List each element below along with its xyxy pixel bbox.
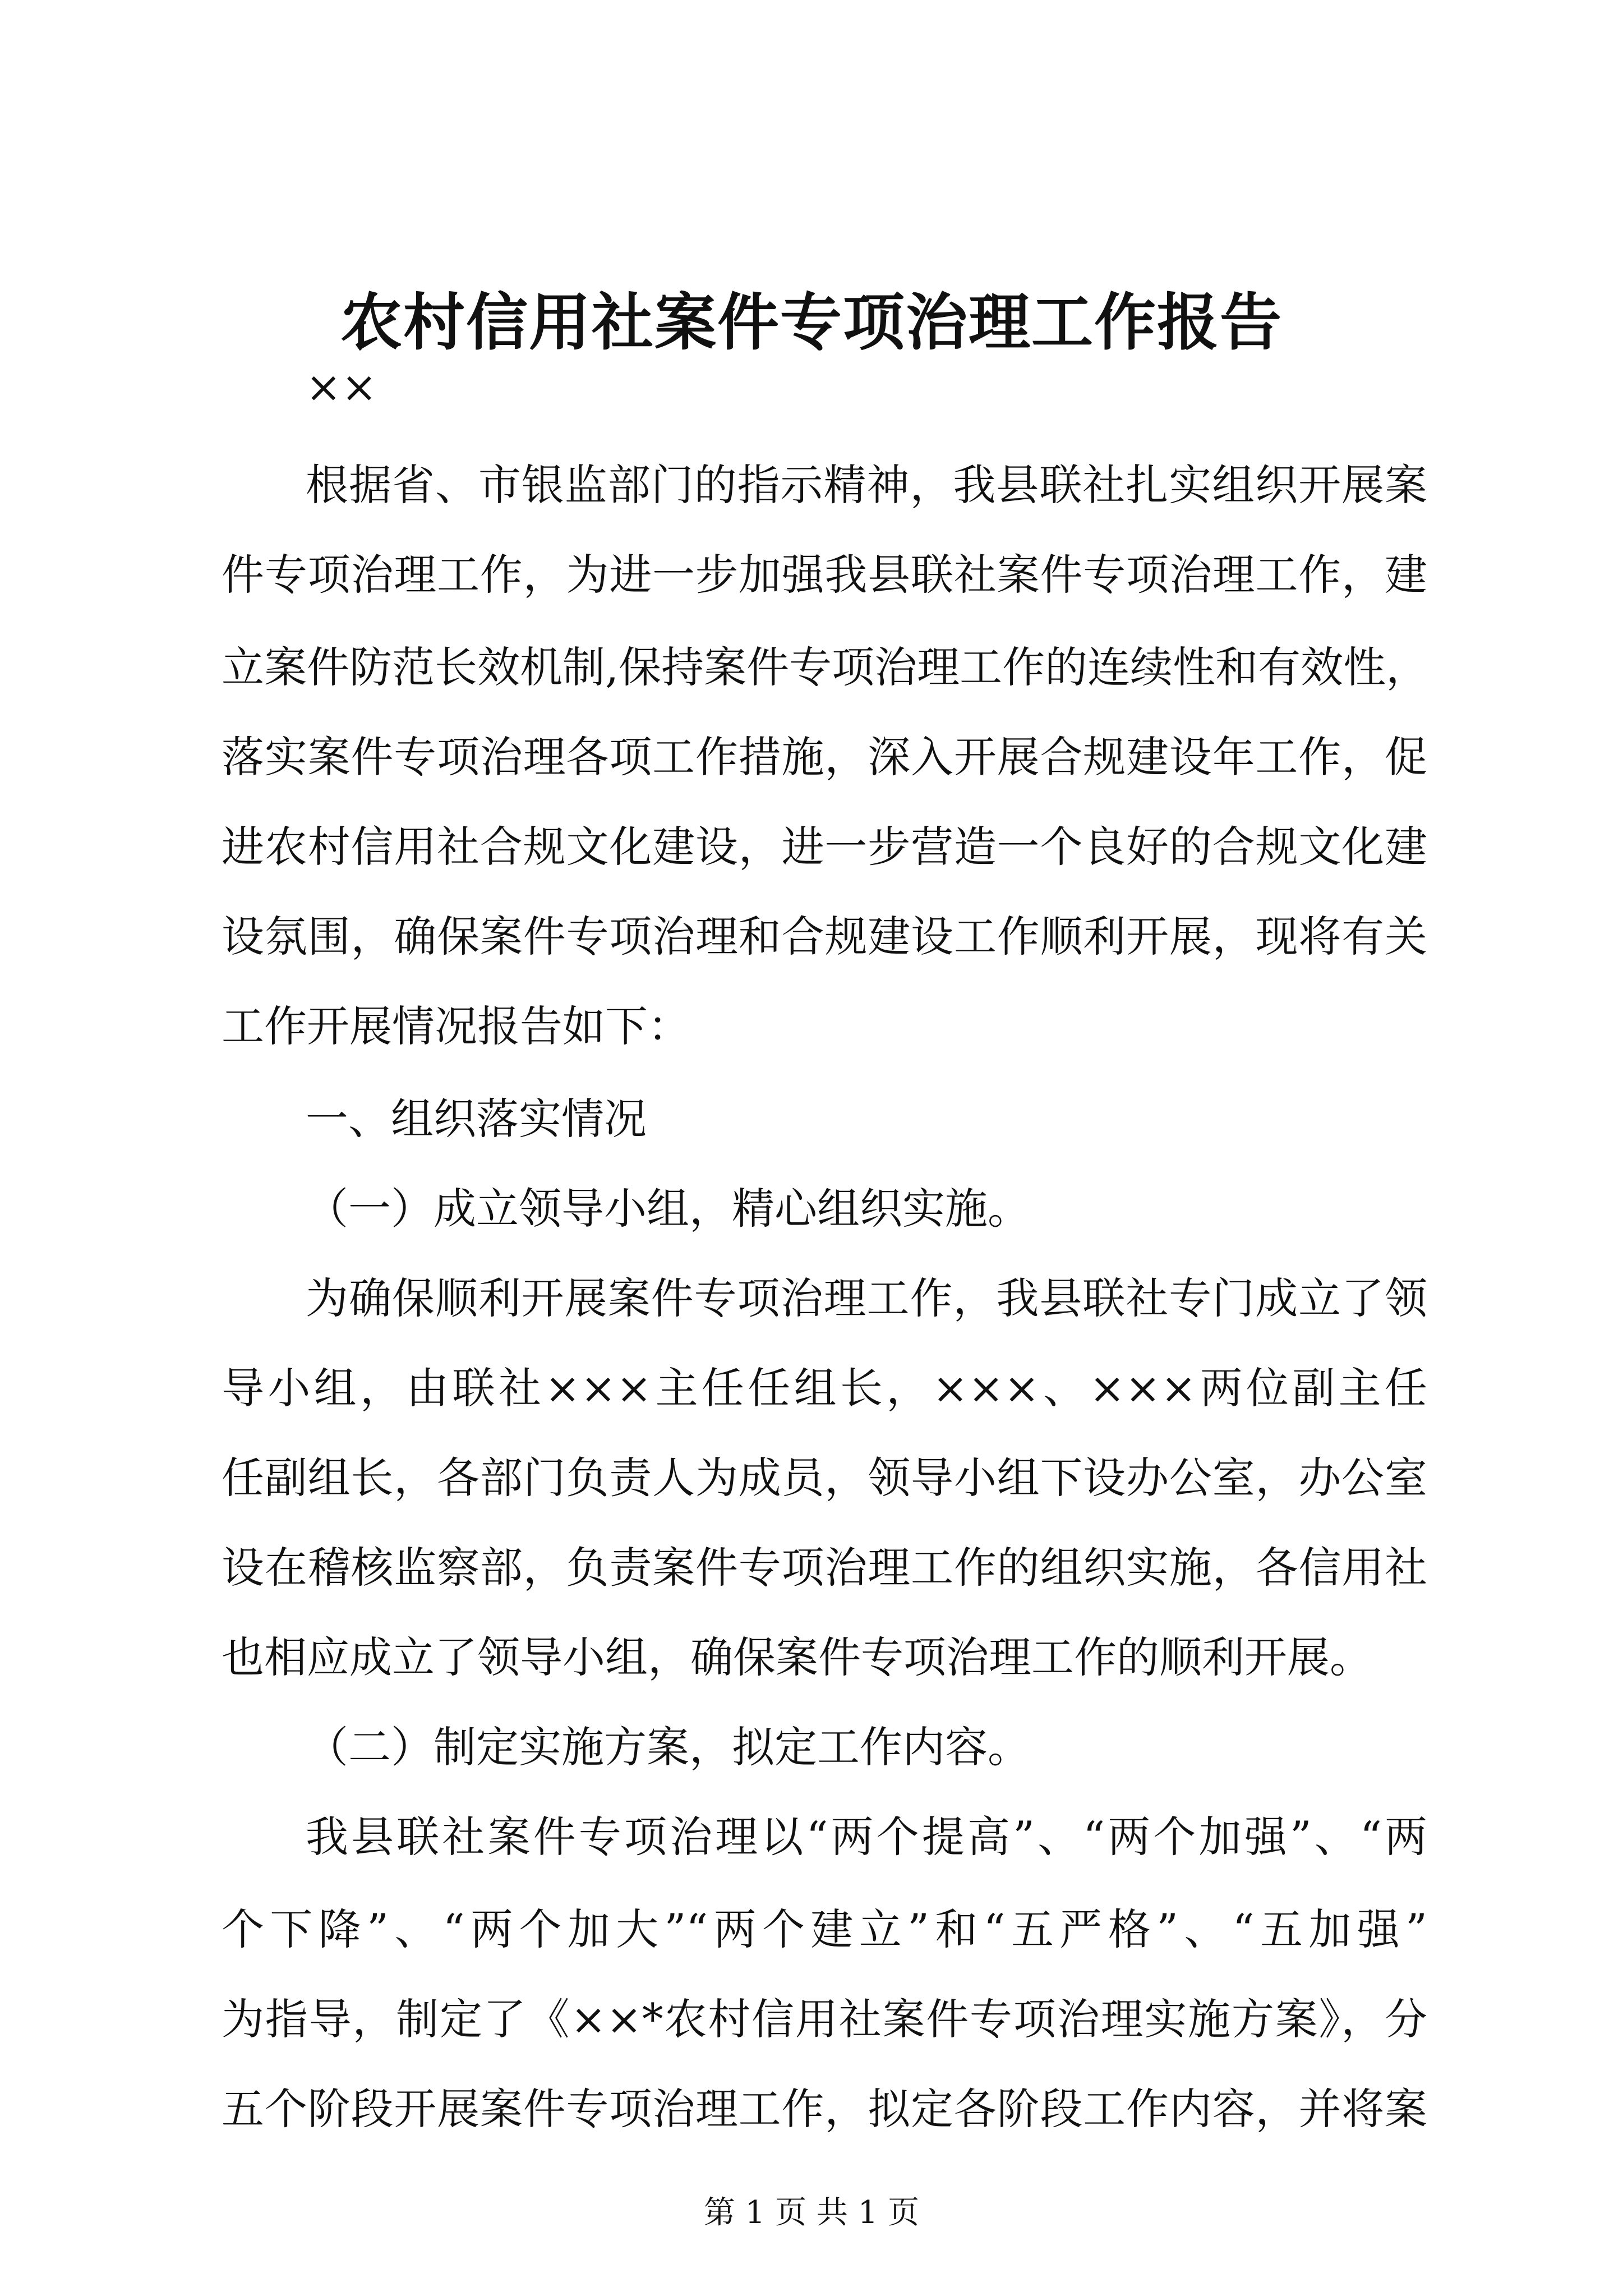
paragraph-line: 落实案件专项治理各项工作措施，深入开展合规建设年工作，促 <box>222 732 1427 782</box>
paragraph-line: 任副组长，各部门负责人为成员，领导小组下设办公室，办公室 <box>222 1453 1427 1503</box>
paragraph-line: 为确保顺利开展案件专项治理工作，我县联社专门成立了领 <box>306 1273 1427 1323</box>
author-line: ×× <box>306 362 377 412</box>
paragraph-line: 也相应成立了领导小组，确保案件专项治理工作的顺利开展。 <box>222 1632 1372 1682</box>
paragraph-line: 进农村信用社合规文化建设，进一步营造一个良好的合规文化建 <box>222 822 1427 872</box>
paragraph-line: 工作开展情况报告如下： <box>222 1001 690 1051</box>
paragraph-line: 我县联社案件专项治理以“两个提高”、“两个加强”、“两 <box>306 1812 1427 1862</box>
paragraph-line: 五个阶段开展案件专项治理工作，拟定各阶段工作内容，并将案 <box>222 2084 1427 2134</box>
paragraph-line: 立案件防范长效机制,保持案件专项治理工作的连续性和有效性， <box>222 642 1429 692</box>
page-number-footer: 第 1 页 共 1 页 <box>703 2194 920 2231</box>
subsection-heading: （二）制定实施方案，拟定工作内容。 <box>306 1722 1030 1772</box>
paragraph-line: 为指导，制定了《××*农村信用社案件专项治理实施方案》，分 <box>222 1994 1427 2044</box>
paragraph-line: 个下降”、“两个加大”“两个建立”和“五严格”、“五加强” <box>222 1904 1427 1954</box>
paragraph-line: 件专项治理工作，为进一步加强我县联社案件专项治理工作，建 <box>222 550 1427 600</box>
subsection-heading: （一）成立领导小组，精心组织实施。 <box>306 1184 1030 1234</box>
section-heading: 一、组织落实情况 <box>306 1094 647 1144</box>
paragraph-line: 导小组，由联社×××主任任组长，×××、×××两位副主任 <box>222 1363 1427 1413</box>
paragraph-line: 设在稽核监察部，负责案件专项治理工作的组织实施，各信用社 <box>222 1543 1427 1593</box>
paragraph-line: 根据省、市银监部门的指示精神，我县联社扎实组织开展案 <box>306 460 1427 510</box>
document-title: 农村信用社案件专项治理工作报告 <box>340 286 1283 358</box>
paragraph-line: 设氛围，确保案件专项治理和合规建设工作顺利开展，现将有关 <box>222 912 1427 961</box>
